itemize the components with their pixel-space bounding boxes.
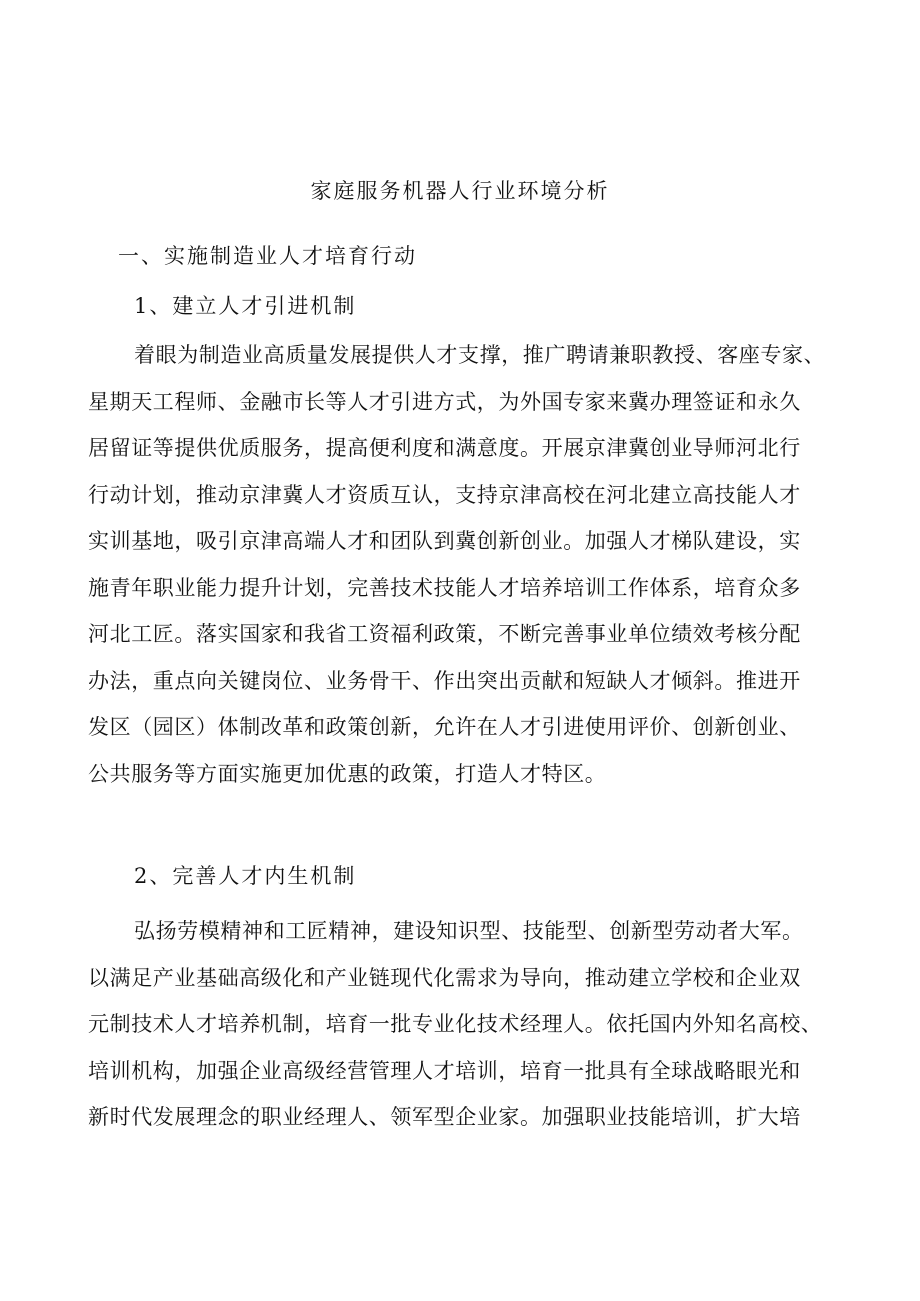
paragraph-line: 新时代发展理念的职业经理人、领军型企业家。加强职业技能培训，扩大培 <box>88 1105 801 1129</box>
section-heading-1: 一、实施制造业人才培育行动 <box>118 244 417 268</box>
paragraph-line: 弘扬劳模精神和工匠精神，建设知识型、技能型、创新型劳动者大军。 <box>134 919 804 943</box>
paragraph-line: 发区（园区）体制改革和政策创新，允许在人才引进使用评价、创新创业、 <box>88 715 801 739</box>
paragraph-talent-introduction <box>88 332 858 797</box>
paragraph-line: 行动计划，推动京津冀人才资质互认，支持京津高校在河北建立高技能人才 <box>88 482 801 507</box>
paragraph-line: 培训机构，加强企业高级经营管理人才培训，培育一批具有全球战略眼光和 <box>88 1058 801 1083</box>
paragraph-line: 着眼为制造业高质量发展提供人才支撑，推广聘请兼职教授、客座专家、 <box>134 343 826 367</box>
subsection-heading-1: 1、建立人才引进机制 <box>134 294 357 318</box>
document-title: 家庭服务机器人行业环境分析 <box>310 179 610 203</box>
paragraph-line: 施青年职业能力提升计划，完善技术技能人才培养培训工作体系，培育众多 <box>88 575 801 600</box>
paragraph-line: 河北工匠。落实国家和我省工资福利政策，不断完善事业单位绩效考核分配 <box>88 622 801 646</box>
paragraph-line: 办法，重点向关键岗位、业务骨干、作出突出贡献和短缺人才倾斜。推进开 <box>88 668 801 693</box>
paragraph-line: 星期天工程师、金融市长等人才引进方式，为外国专家来冀办理签证和永久 <box>88 389 801 414</box>
paragraph-talent-cultivation <box>88 908 858 1141</box>
subsection-heading-2: 2、完善人才内生机制 <box>134 864 357 888</box>
paragraph-line: 居留证等提供优质服务，提高便利度和满意度。开展京津冀创业导师河北行 <box>88 436 801 460</box>
paragraph-line: 以满足产业基础高级化和产业链现代化需求为导向，推动建立学校和企业双 <box>88 965 801 990</box>
paragraph-line: 实训基地，吸引京津高端人才和团队到冀创新创业。加强人才梯队建设，实 <box>88 529 801 553</box>
paragraph-line: 公共服务等方面实施更加优惠的政策，打造人才特区。 <box>88 761 607 786</box>
paragraph-line: 元制技术人才培养机制，培育一批专业化技术经理人。依托国内外知名高校、 <box>88 1012 823 1036</box>
